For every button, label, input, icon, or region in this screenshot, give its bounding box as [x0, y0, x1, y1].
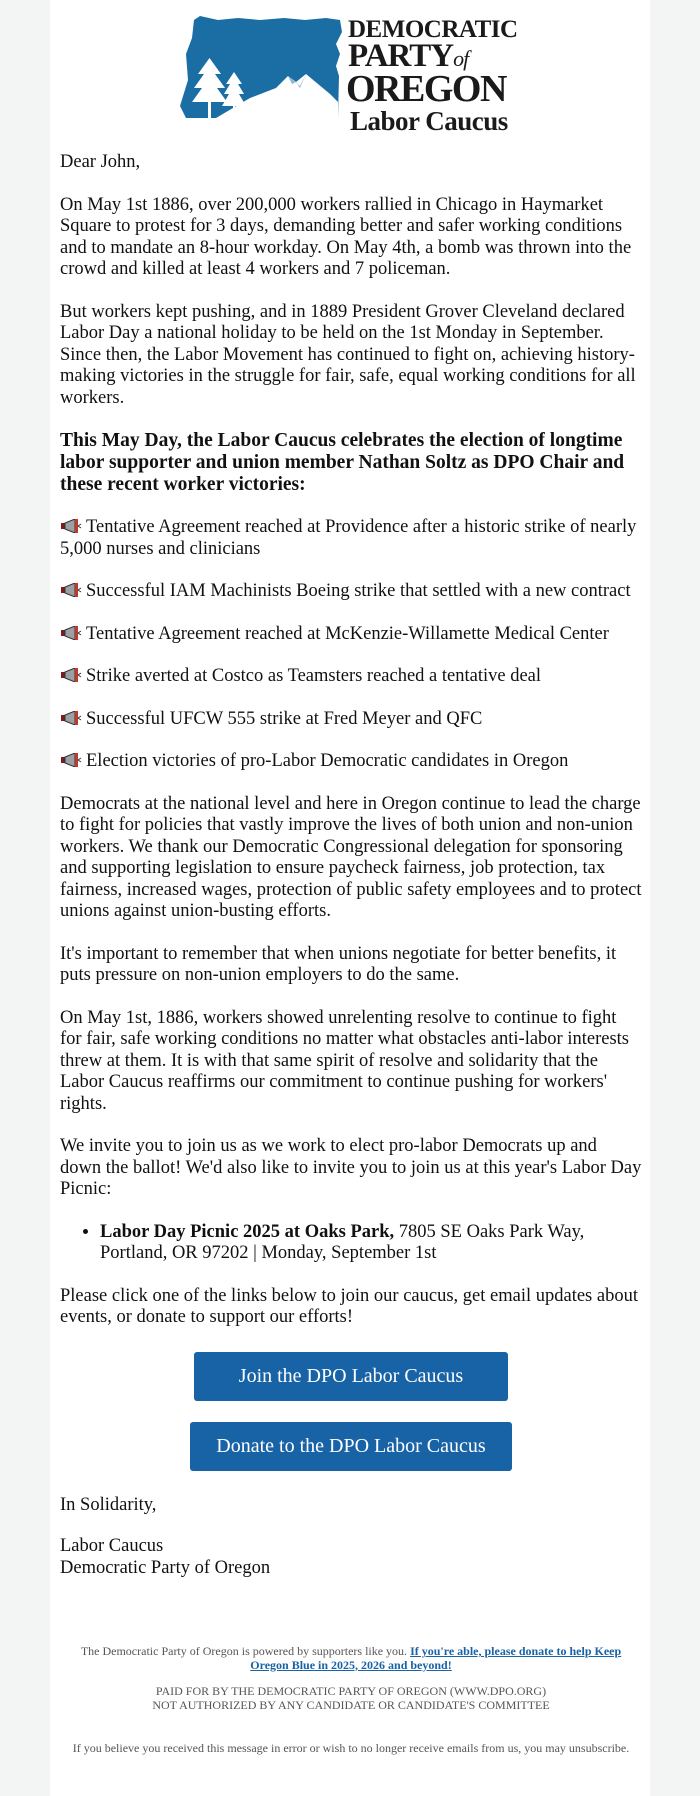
victory-item: [60, 666, 642, 688]
footer-powered: [62, 1645, 640, 1672]
megaphone-icon: [60, 626, 82, 640]
join-button-wrap: [60, 1350, 642, 1401]
footer-not-authorized: NOT AUTHORIZED BY ANY CANDIDATE OR CANDIDATE'S COMMITTEE: [152, 1697, 550, 1712]
victory-item: [60, 751, 642, 773]
join-caucus-button[interactable]: Join the DPO Labor Caucus: [194, 1352, 508, 1401]
picnic-list: [60, 1222, 642, 1265]
signature-line-1: Labor Caucus: [60, 1536, 164, 1556]
logo-line-democratic: DEMOCRATIC: [348, 16, 518, 43]
paragraph-links: Please click one of the links below to join our caucus, get email updates about events, or donate to support our efforts!: [60, 1285, 638, 1327]
megaphone-icon: [60, 583, 82, 597]
victory-item: [60, 709, 642, 731]
victory-text: Tentative Agreement reached at Providence after a historic strike of nearly 5,000 nurses and clinicians: [60, 517, 637, 559]
paragraph-haymarket: On May 1st 1886, over 200,000 workers rallied in Chicago in Haymarket Square to protest for 3 days, demanding better and safer working conditions and to mandate an 8-hour workday. On May 4th, a bomb was thrown into the crowd and killed at least 4 workers and 7 policeman.: [60, 194, 632, 279]
footer-unsub-text: If you believe you received this message in error or wish to no longer receive emails from us, you may: [72, 1741, 569, 1755]
closing: In Solidarity,: [60, 1494, 157, 1515]
picnic-details: 7805 SE Oaks Park Way, Portland, OR 97202 | Monday, September 1st: [100, 1221, 585, 1263]
footer-powered-text: The Democratic Party of Oregon is powered by supporters like you.: [80, 1644, 411, 1658]
megaphone-icon: [60, 711, 82, 725]
donate-caucus-button[interactable]: Donate to the DPO Labor Caucus: [190, 1422, 512, 1471]
dpo-labor-caucus-logo: [180, 14, 530, 136]
paragraph-labor-day-history: But workers kept pushing, and in 1889 President Grover Cleveland declared Labor Day a national holiday to be held on the 1st Monday in September. Since then, the Labor Movement has continued to fight on, achieving history-making victories in the struggle for fair, safe, equal working conditions for all workers.: [60, 301, 636, 408]
footer-paid-for: PAID FOR BY THE DEMOCRATIC PARTY OF OREGON (WWW.DPO.ORG): [155, 1684, 547, 1698]
footer-disclaimer: [62, 1685, 640, 1712]
signature-block: [60, 1536, 642, 1579]
footer-donate-link[interactable]: If you're able, please donate to help Keep Oregon Blue in 2025, 2026 and beyond!: [250, 1644, 622, 1672]
victory-text: Election victories of pro-Labor Democratic candidates in Oregon: [86, 751, 569, 771]
victory-list: [60, 517, 642, 773]
logo-line-oregon: OREGON: [346, 68, 506, 110]
victory-text: Successful UFCW 555 strike at Fred Meyer and QFC: [86, 708, 483, 729]
email-body: [50, 0, 650, 1796]
logo-of-word: of: [453, 46, 469, 71]
unsubscribe-link[interactable]: unsubscribe: [568, 1741, 627, 1755]
megaphone-icon: [60, 519, 82, 533]
victory-text: Tentative Agreement reached at McKenzie-Willamette Medical Center: [86, 623, 609, 644]
greeting: Dear John,: [60, 152, 141, 172]
signature: [60, 1495, 642, 1580]
paragraph-democrats: Democrats at the national level and here in Oregon continue to lead the charge to fight for policies that vastly improve the lives of both union and non-union workers. We thank our Democratic Congressional delegation for sponsoring and supporting legislation to ensure paycheck fairness, job protection, tax fairness, increased wages, protection of public safety employees and to protect unions against union-busting efforts.: [60, 793, 642, 921]
highlight-paragraph: This May Day, the Labor Caucus celebrates the election of longtime labor supporter and union member Nathan Soltz as DPO Chair and these recent worker victories:: [60, 430, 625, 495]
donate-button-wrap: [60, 1401, 642, 1495]
picnic-item: [100, 1222, 642, 1265]
victory-item: [60, 624, 642, 646]
footer-unsubscribe: [62, 1742, 640, 1756]
signature-line-2: Democratic Party of Oregon: [60, 1557, 271, 1578]
megaphone-icon: [60, 668, 82, 682]
victory-item: [60, 581, 642, 603]
victory-text: Successful IAM Machinists Boeing strike that settled with a new contract: [86, 581, 631, 601]
logo-line-labor-caucus: Labor Caucus: [350, 106, 508, 136]
paragraph-resolve: On May 1st, 1886, workers showed unrelenting resolve to continue to fight for fair, safe working conditions no matter what obstacles anti-labor interests threw at them. It is with that same spirit of resolve and solidarity that the Labor Caucus reaffirms our commitment to continue pushing for workers' rights.: [60, 1007, 629, 1114]
email-content: [60, 152, 642, 1599]
paragraph-unions: It's important to remember that when unions negotiate for better benefits, it puts pressure on non-union employers to do the same.: [60, 943, 617, 985]
victory-item: [60, 517, 642, 560]
megaphone-icon: [60, 753, 82, 767]
logo-party-word: PARTY: [348, 38, 454, 74]
footer: [62, 1645, 640, 1769]
victory-text: Strike averted at Costco as Teamsters reached a tentative deal: [86, 666, 542, 686]
paragraph-invite: We invite you to join us as we work to elect pro-labor Democrats up and down the ballot! We'd also like to invite you to join us at this year's Labor Day Picnic:: [60, 1136, 642, 1199]
footer-unsub-end: .: [626, 1741, 630, 1755]
picnic-title: Labor Day Picnic 2025 at Oaks Park,: [100, 1221, 395, 1242]
